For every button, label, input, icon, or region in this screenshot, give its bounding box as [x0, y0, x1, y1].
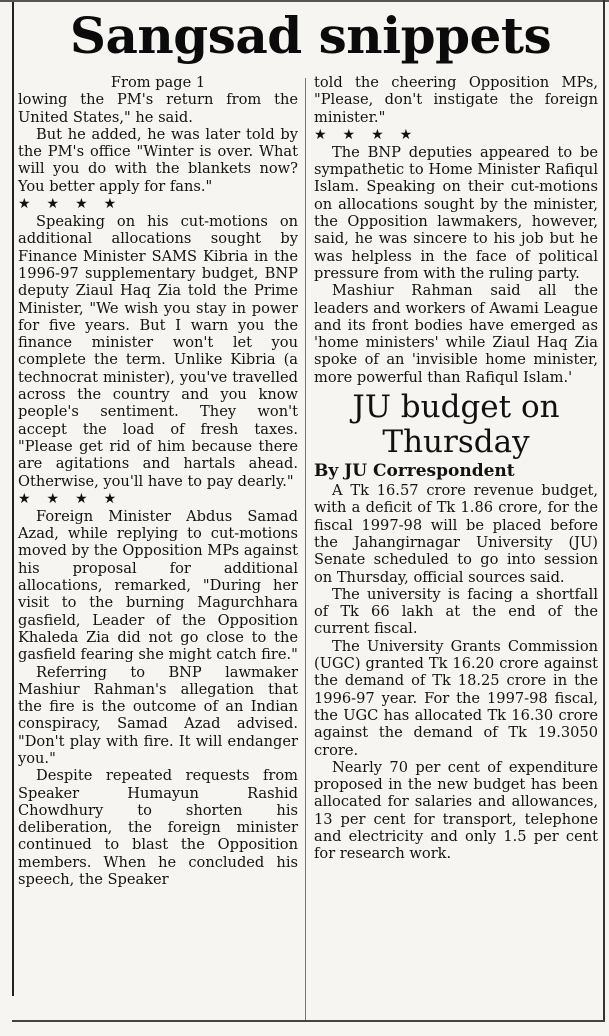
star-separator: ★★★★ [314, 126, 429, 143]
article-paragraph: Referring to BNP lawmaker Mashiur Rahman's allegation that the fire is the outcome of an Indian conspiracy, Samad Azad advised. "Don't play with fire. It will endanger you." [18, 663, 298, 767]
article-paragraph: Foreign Minister Abdus Samad Azad, while replying to cut-motions moved by the Opposition MPs against his proposal for additional allocations, remarked, "During her visit to the burning Magurchhara gasfield, Leader of the Opposition Khaleda Zia did not go close to the gasfield fearing she might catch fire." [18, 507, 298, 664]
article-paragraph: But he added, he was later told by the PM's office "Winter is over. What will you do with the blankets now? You better apply for fans." [18, 125, 298, 195]
article-paragraph: The University Grants Commission (UGC) granted Tk 16.20 crore against the demand of Tk 18.25 crore in the 1996-97 year. For the 1997-98 fiscal, the UGC has allocated Tk 16.30 crore against the demand of Tk 19.3050 crore. [314, 637, 598, 759]
article-paragraph: The BNP deputies appeared to be sympathetic to Home Minister Rafiqul Islam. Speaking on their cut-motions on allocations sought by the minister, the Opposition lawmakers, however, said, he was sincere to his job but he was helpless in the face of political pressure from with the ruling party. [314, 143, 598, 282]
article-paragraph: Speaking on his cut-motions on additional allocations sought by Finance Minister SAMS Kibria in the 1996-97 supplementary budget, BNP deputy Ziaul Haq Zia told the Prime Minister, "We wish you stay in power for five years. But I warn you the finance minister won't let you complete the term. Unlike Kibria (a technocrat minister), you've travelled across the country and you know people's sentiment. They won't accept the load of fresh taxes. "Please get rid of him because there are agitations and hartals ahead. Otherwise, you'll have to pay dearly." [18, 213, 298, 490]
right-border [603, 0, 605, 1020]
left-border [12, 2, 14, 996]
column-divider [305, 78, 306, 1020]
right-column [314, 74, 598, 863]
sub-headline: JU budget on Thursday [352, 389, 560, 461]
article-paragraph: A Tk 16.57 crore revenue budget, with a deficit of Tk 1.86 crore, for the fiscal 1997-98 will be placed before the Jahangirnagar University (JU) Senate scheduled to go into session on Thursday, official sources said. [314, 482, 598, 586]
star-separator: ★★★★ [18, 196, 133, 213]
article-paragraph: lowing the PM's return from the United States," he said. [18, 91, 298, 126]
headline: Sangsad snippets [69, 6, 552, 65]
article-paragraph: told the cheering Opposition MPs, "Please, don't instigate the foreign minister." [314, 74, 598, 126]
article-paragraph: The university is facing a shortfall of Tk 66 lakh at the end of the current fiscal. [314, 585, 598, 638]
left-column [18, 74, 298, 888]
article-paragraph: Mashiur Rahman said all the leaders and workers of Awami League and its front bodies have emerged as 'home ministers' while Ziaul Haq Zia spoke of an 'invisible home minister, more powerful than Rafiqul Islam.' [314, 282, 598, 386]
article-paragraph: Despite repeated requests from Speaker Humayun Rashid Chowdhury to shorten his deliberation, the foreign minister continued to blast the Opposition members. When he concluded his speech, the Speaker [18, 767, 298, 889]
byline: By JU Correspondent [314, 461, 515, 482]
bottom-border [12, 1020, 605, 1022]
article-paragraph: Nearly 70 per cent of expenditure proposed in the new budget has been allocated for salaries and allowances, 13 per cent for transport, telephone and electricity and only 1.5 per cent for research work. [314, 758, 598, 863]
star-separator: ★★★★ [18, 490, 133, 507]
continuation-note: From page 1 [110, 74, 206, 91]
